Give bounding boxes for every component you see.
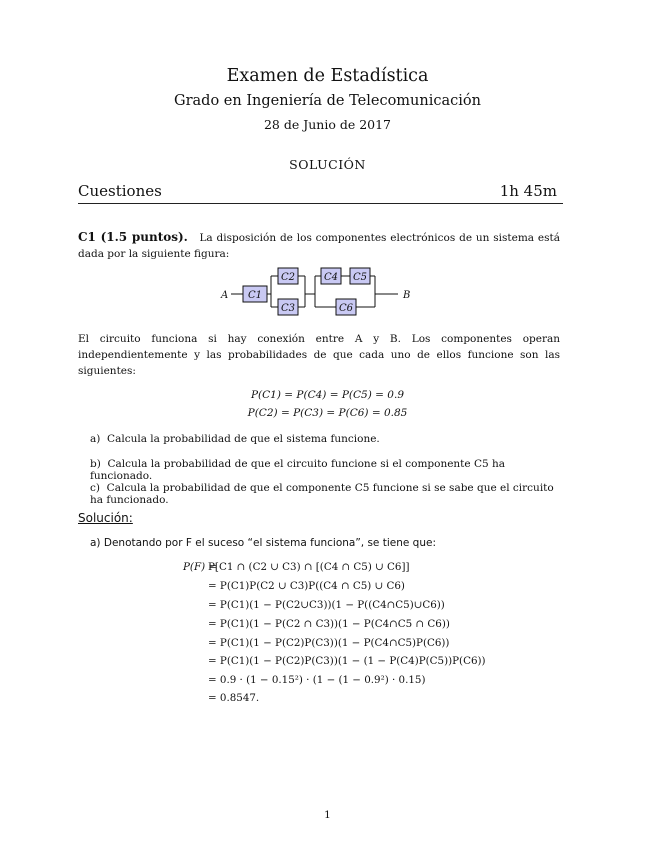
circuit-diagram <box>215 266 420 320</box>
derivation-line-4: = P(C1)(1 − P(C2 ∩ C3))(1 − P(C4∩C5 ∩ C6)) <box>208 618 450 630</box>
section-rule <box>78 203 563 204</box>
derivation-line-2: = P(C1)P(C2 ∪ C3)P((C4 ∩ C5) ∪ C6) <box>208 580 405 592</box>
derivation-line-7: = 0.9 · (1 − 0.15²) · (1 − (1 − 0.9²) · 0.15) <box>208 674 426 686</box>
solution-part-a-intro: a) Denotando por F el suceso “el sistema funciona”, se tiene que: <box>90 537 436 549</box>
component-label-c5: C5 <box>353 272 368 283</box>
probability-line-1: P(C1) = P(C4) = P(C5) = 0.9 <box>250 389 405 401</box>
item-text: Calcula la probabilidad de que el circuito funcione si el componente C5 ha funcionado. <box>90 458 506 482</box>
circuit-label-b: B <box>403 290 411 301</box>
item-marker: a) <box>90 433 101 445</box>
item-text: Calcula la probabilidad de que el componente C5 funcione si se sabe que el circuito ha funcionado. <box>90 482 554 506</box>
question-label: C1 (1.5 puntos). <box>78 230 188 244</box>
circuit-label-a: A <box>221 290 229 301</box>
component-label-c1: C1 <box>248 290 263 301</box>
exam-subtitle: Grado en Ingeniería de Telecomunicación <box>174 93 481 109</box>
item-text: Calcula la probabilidad de que el sistema funcione. <box>107 433 380 445</box>
derivation-lhs: P(F) = <box>183 561 218 573</box>
circuit-description: El circuito funciona si hay conexión entre A y B. Los componentes operan independientemente y las probabilidades de que cada uno de ellos funcione son las siguientes: <box>78 333 560 377</box>
item-marker: b) <box>90 458 101 470</box>
page-number: 1 <box>324 809 331 821</box>
derivation-line-5: = P(C1)(1 − P(C2)P(C3))(1 − P(C4∩C5)P(C6)) <box>208 637 450 649</box>
exam-date: 28 de Junio de 2017 <box>263 117 392 132</box>
component-label-c3: C3 <box>281 303 296 314</box>
derivation-line-1: P[C1 ∩ (C2 ∪ C3) ∩ [(C4 ∩ C5) ∪ C6]] <box>208 561 410 573</box>
solution-heading: SOLUCIÓN <box>289 157 366 172</box>
probability-line-2: P(C2) = P(C3) = P(C6) = 0.85 <box>247 407 408 419</box>
question-item-a <box>90 433 560 445</box>
solution-title: Solución: <box>78 511 133 525</box>
question-intro <box>78 229 560 262</box>
question-item-c <box>90 482 560 506</box>
section-name: Cuestiones <box>78 182 162 200</box>
derivation-line-8: = 0.8547. <box>208 692 260 704</box>
component-label-c6: C6 <box>339 303 354 314</box>
section-duration: 1h 45m <box>499 182 557 200</box>
derivation-line-6: = P(C1)(1 − P(C2)P(C3))(1 − (1 − P(C4)P(C5))P(C6)) <box>208 655 486 667</box>
item-marker: c) <box>90 482 100 494</box>
question-intro-text: La disposición de los componentes electrónicos de un sistema está dada por la siguiente figura: <box>78 232 561 260</box>
component-label-c2: C2 <box>281 272 296 283</box>
question-item-b <box>90 458 560 482</box>
exam-title: Examen de Estadística <box>226 66 429 86</box>
derivation-line-3: = P(C1)(1 − P(C2∪C3))(1 − P((C4∩C5)∪C6)) <box>208 599 445 611</box>
component-label-c4: C4 <box>324 272 339 283</box>
